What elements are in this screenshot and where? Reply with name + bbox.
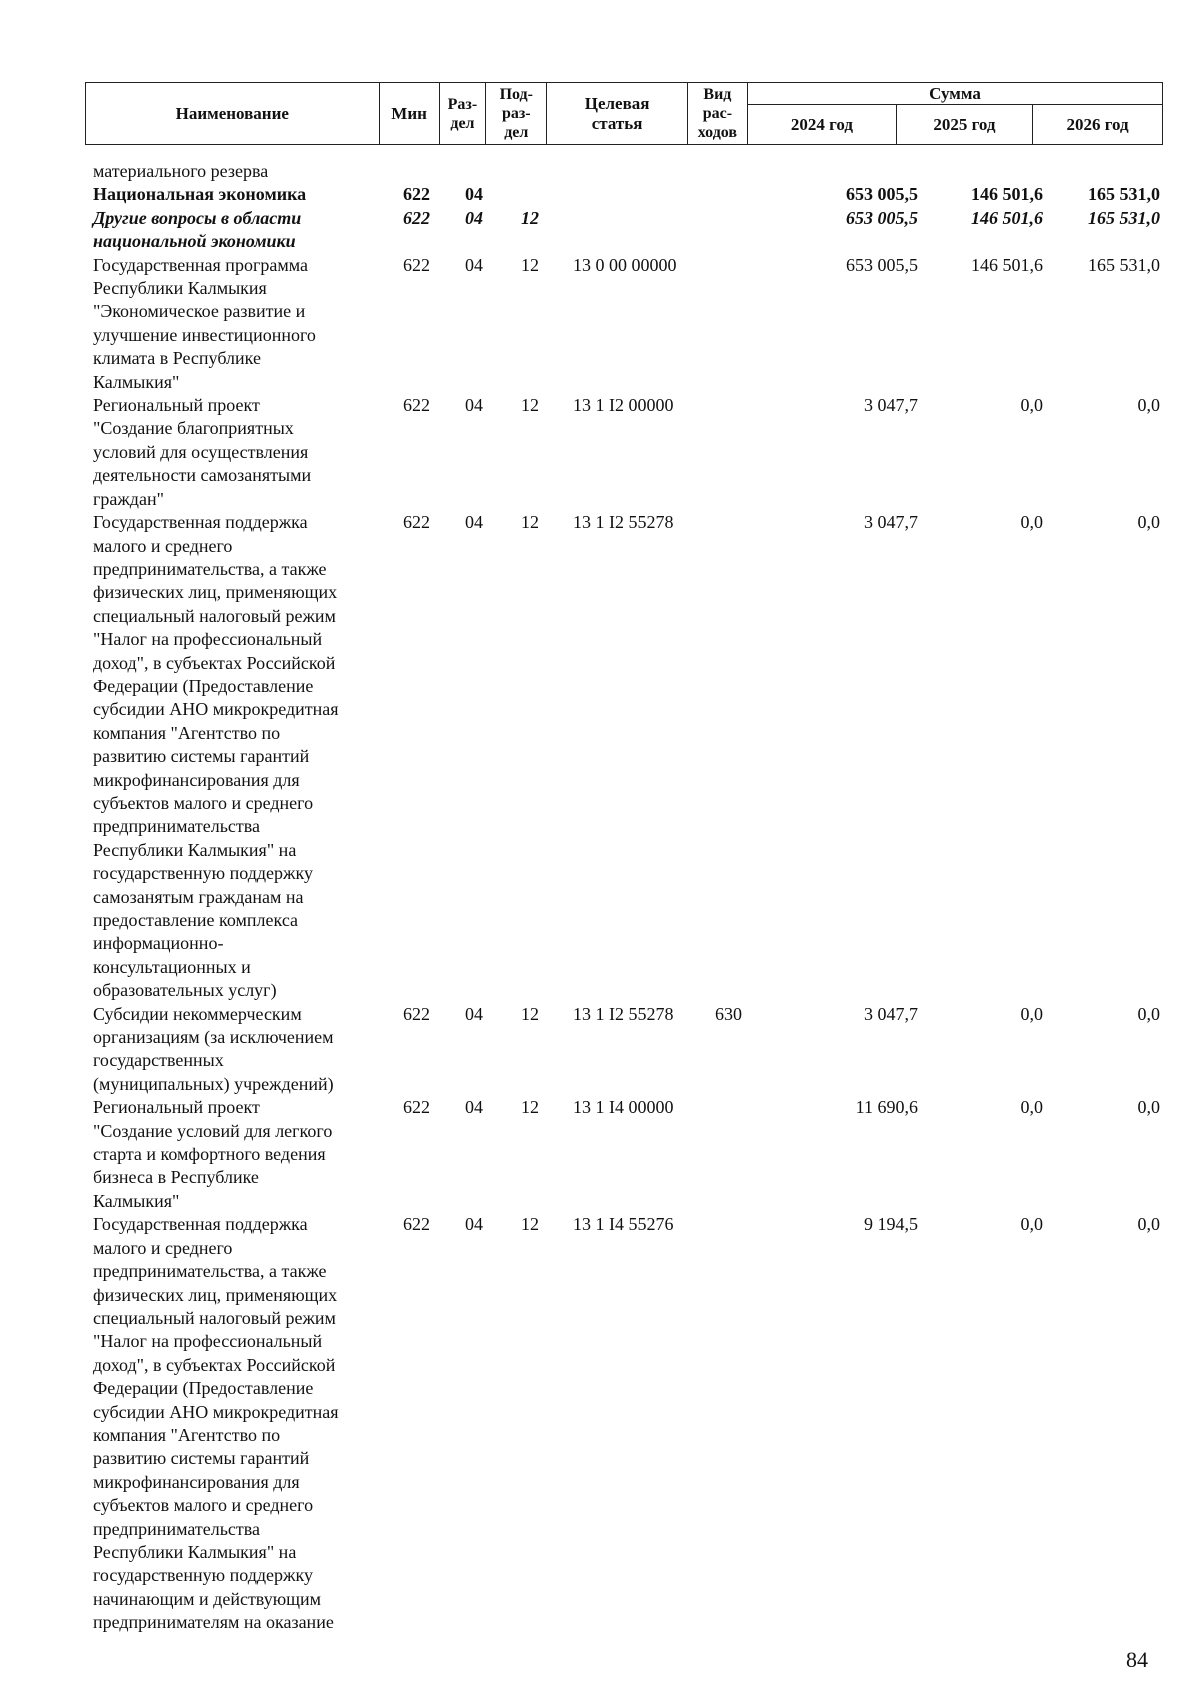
row-y3: 0,0 (1137, 1003, 1160, 1024)
table-row (85, 1096, 1163, 1213)
row-min: 622 (403, 1214, 430, 1235)
row-pod: 12 (521, 1097, 539, 1118)
row-y1: 653 005,5 (846, 184, 918, 205)
col-header-podrazdel: Под- раз- дел (486, 83, 547, 145)
table-row (85, 160, 1163, 183)
row-y2: 146 501,6 (971, 207, 1043, 228)
row-y2: 0,0 (1020, 1214, 1043, 1235)
row-name: Субсидии некоммерческим организациям (за исключением государственных (муниципальных) учреждений) (93, 1003, 334, 1094)
row-pod: 12 (521, 1214, 539, 1235)
row-cel: 13 1 I2 55278 (573, 1003, 674, 1024)
row-y1: 11 690,6 (855, 1097, 918, 1118)
row-name: материального резерва (93, 161, 269, 181)
row-y1: 9 194,5 (864, 1214, 918, 1235)
row-raz: 04 (465, 512, 483, 533)
table-body (85, 160, 1163, 1635)
row-y2: 0,0 (1020, 395, 1043, 416)
row-y1: 3 047,7 (864, 512, 918, 533)
row-y2: 146 501,6 (971, 254, 1043, 275)
row-raz: 04 (465, 184, 483, 205)
row-cel: 13 0 00 00000 (573, 254, 677, 275)
row-y1: 3 047,7 (864, 395, 918, 416)
row-raz: 04 (465, 207, 483, 228)
row-y3: 0,0 (1137, 1097, 1160, 1118)
col-header-2026: 2026 год (1033, 105, 1163, 145)
row-raz: 04 (465, 1214, 483, 1235)
row-name: Государственная поддержка малого и среднего предпринимательства, а также физических лиц, применяющих специальный налоговый режим "Налог на профессиональный доход", в субъектах Российской Федерации (Предоставление субсидии АНО микрокредитная компания "Агентство по развитию системы гарантий микрофинансирования для субъектов малого и среднего предпринимательства Республики Калмыкия" на государственную поддержку самозанятым гражданам на предоставление комплекса информационно- консультационных и образовательных услуг) (93, 512, 339, 1001)
row-cel: 13 1 I2 00000 (573, 395, 674, 416)
row-y3: 165 531,0 (1088, 207, 1160, 228)
row-raz: 04 (465, 1097, 483, 1118)
row-min: 622 (403, 254, 430, 275)
row-name: Государственная поддержка малого и среднего предпринимательства, а также физических лиц, применяющих специальный налоговый режим "Налог на профессиональный доход", в субъектах Российской Федерации (Предоставление субсидии АНО микрокредитная компания "Агентство по развитию системы гарантий микрофинансирования для субъектов малого и среднего предпринимательства Республики Калмыкия" на государственную поддержку начинающим и действующим предпринимателям на оказание (93, 1214, 339, 1633)
col-header-summa: Сумма (747, 83, 1162, 105)
col-header-2024: 2024 год (747, 105, 896, 145)
row-y2: 0,0 (1020, 1003, 1043, 1024)
row-min: 622 (403, 207, 430, 228)
row-raz: 04 (465, 254, 483, 275)
row-raz: 04 (465, 395, 483, 416)
row-cel: 13 1 I2 55278 (573, 512, 674, 533)
row-pod: 12 (521, 512, 539, 533)
row-pod: 12 (521, 1003, 539, 1024)
table-row (85, 254, 1163, 394)
row-y1: 3 047,7 (864, 1003, 918, 1024)
col-header-razdel: Раз- дел (439, 83, 485, 145)
row-y3: 0,0 (1137, 395, 1160, 416)
row-min: 622 (403, 395, 430, 416)
row-name: Национальная экономика (93, 184, 307, 205)
row-name: Другие вопросы в области национальной экономики (93, 207, 302, 252)
table-header (85, 82, 1163, 145)
row-cel: 13 1 I4 00000 (573, 1097, 674, 1118)
row-pod: 12 (521, 395, 539, 416)
row-name: Государственная программа Республики Калмыкия "Экономическое развитие и улучшение инвестиционного климата в Республике Калмыкия" (93, 254, 316, 392)
row-cel: 13 1 I4 55276 (573, 1214, 674, 1235)
row-min: 622 (403, 1003, 430, 1024)
row-min: 622 (403, 512, 430, 533)
row-min: 622 (403, 184, 430, 205)
row-y3: 0,0 (1137, 512, 1160, 533)
row-name: Региональный проект "Создание условий для легкого старта и комфортного ведения бизнеса в Республике Калмыкия" (93, 1097, 333, 1211)
table-row (85, 511, 1163, 1003)
row-raz: 04 (465, 1003, 483, 1024)
table-row (85, 183, 1163, 206)
row-y2: 146 501,6 (971, 184, 1043, 205)
table-row (85, 394, 1163, 511)
row-min: 622 (403, 1097, 430, 1118)
row-y1: 653 005,5 (846, 207, 918, 228)
row-y2: 0,0 (1020, 512, 1043, 533)
col-header-min: Мин (379, 83, 439, 145)
col-header-2025: 2025 год (896, 105, 1032, 145)
table-row (85, 1003, 1163, 1097)
row-pod: 12 (521, 207, 539, 228)
row-y1: 653 005,5 (846, 254, 918, 275)
col-header-name: Наименование (86, 83, 380, 145)
row-y3: 165 531,0 (1088, 254, 1160, 275)
row-pod: 12 (521, 254, 539, 275)
row-y2: 0,0 (1020, 1097, 1043, 1118)
page-number: 84 (1126, 1647, 1148, 1672)
col-header-celevaya: Целевая статья (547, 83, 687, 145)
col-header-vid: Вид рас- ходов (687, 83, 747, 145)
row-y3: 0,0 (1137, 1214, 1160, 1235)
table-row (85, 1213, 1163, 1634)
row-vid: 630 (715, 1003, 742, 1024)
row-name: Региональный проект "Создание благоприятных условий для осуществления деятельности самозанятыми граждан" (93, 395, 312, 509)
table-row (85, 207, 1163, 254)
row-y3: 165 531,0 (1088, 184, 1160, 205)
